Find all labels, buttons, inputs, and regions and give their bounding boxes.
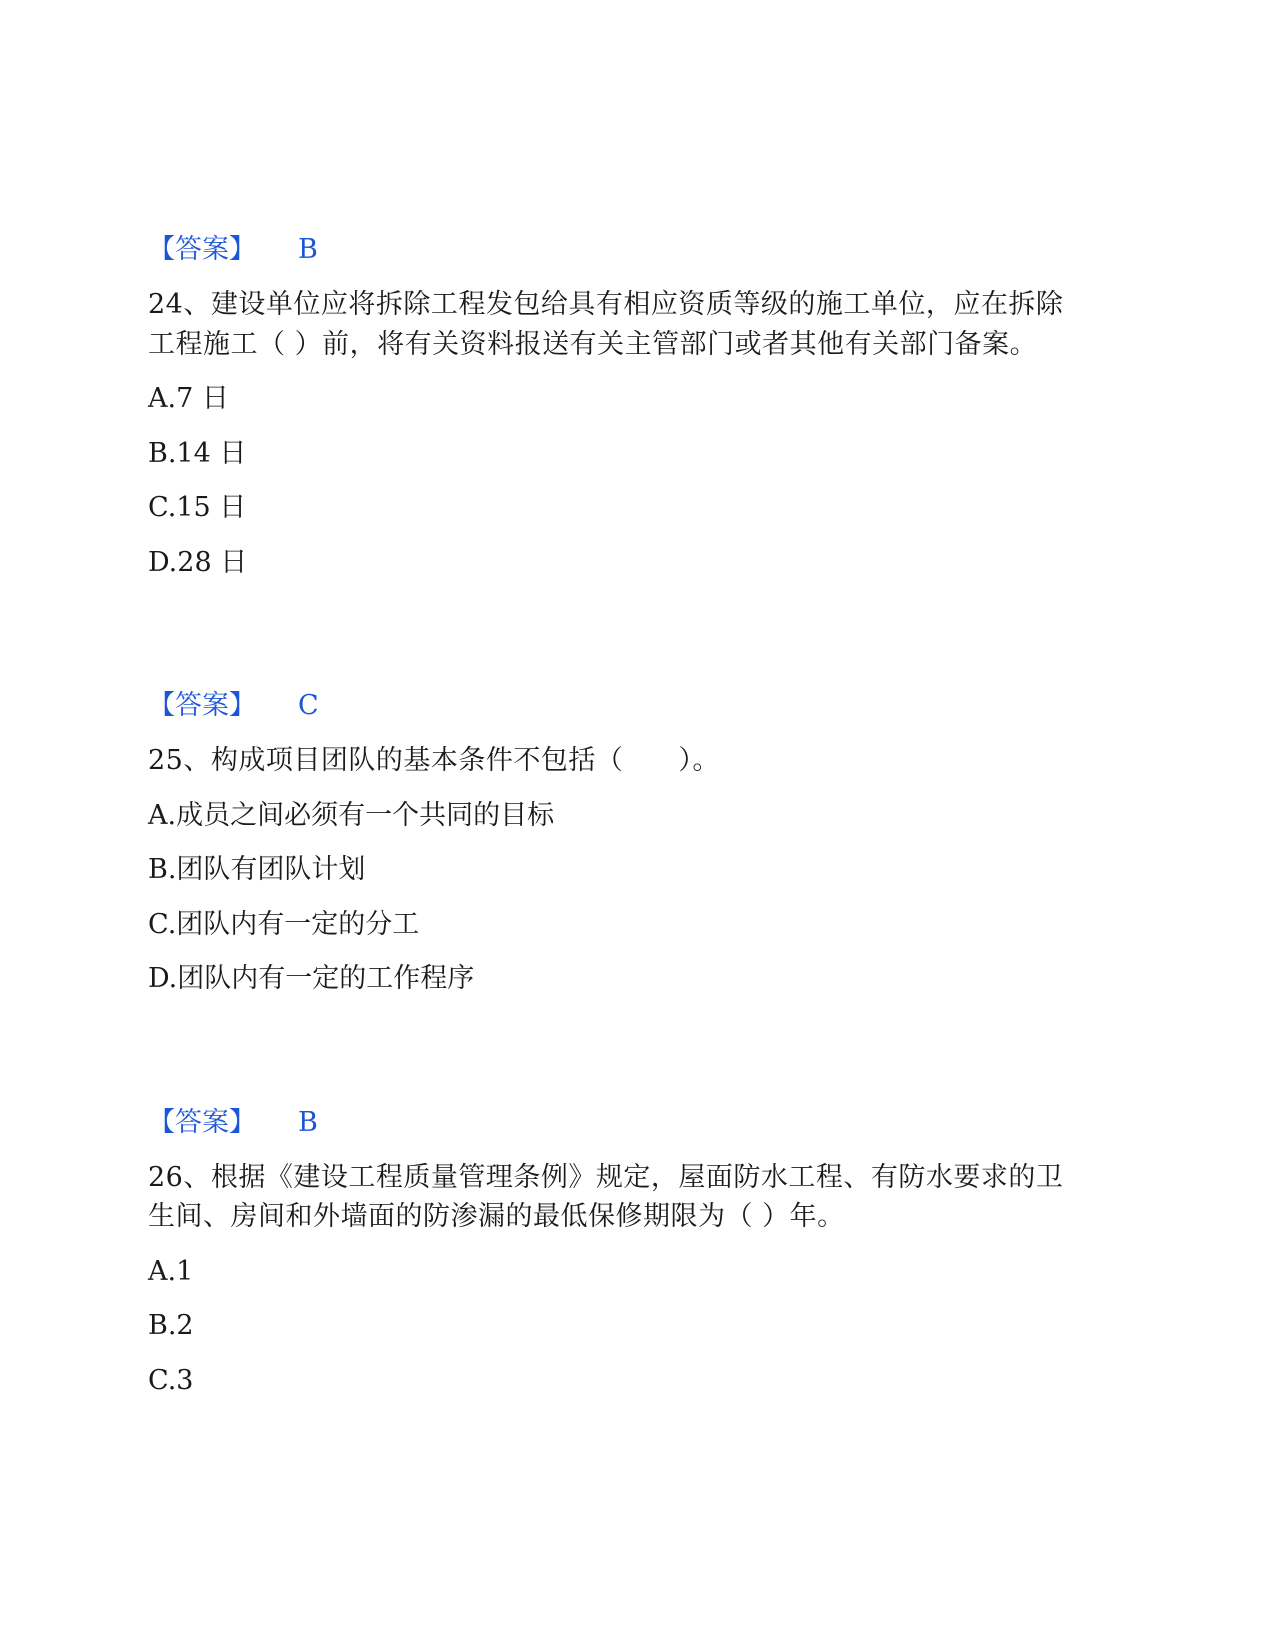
question-25-option-b: B.团队有团队计划 — [148, 854, 366, 885]
question-26-option-c: C.3 — [148, 1365, 194, 1396]
answer-row — [148, 1106, 318, 1140]
answer-value: B — [298, 1107, 318, 1138]
question-26-option-b: B.2 — [148, 1310, 194, 1341]
question-24-option-b: B.14 日 — [148, 438, 247, 469]
question-26-option-a: A.1 — [148, 1256, 194, 1287]
answer-value: C — [298, 690, 319, 721]
question-24-line-1: 24、建设单位应将拆除工程发包给具有相应资质等级的施工单位，应在拆除 — [148, 289, 1064, 320]
answer-value: B — [298, 234, 318, 265]
question-25-option-d: D.团队内有一定的工作程序 — [148, 963, 475, 994]
answer-label: 【答案】 — [148, 690, 256, 721]
question-25-option-a: A.成员之间必须有一个共同的目标 — [148, 800, 555, 831]
question-26-line-2: 生间、房间和外墙面的防渗漏的最低保修期限为（ ）年。 — [148, 1201, 845, 1232]
question-24-option-d: D.28 日 — [148, 547, 248, 578]
question-25-line-1: 25、构成项目团队的基本条件不包括（ ）。 — [148, 745, 720, 776]
answer-label: 【答案】 — [148, 234, 256, 265]
question-24-option-a: A.7 日 — [148, 383, 229, 414]
answer-row — [148, 689, 319, 723]
question-24-option-c: C.15 日 — [148, 492, 247, 523]
answer-label: 【答案】 — [148, 1107, 256, 1138]
question-25-option-c: C.团队内有一定的分工 — [148, 909, 420, 940]
answer-row — [148, 233, 318, 267]
question-24-line-2: 工程施工（ ）前，将有关资料报送有关主管部门或者其他有关部门备案。 — [148, 329, 1038, 360]
question-26-line-1: 26、根据《建设工程质量管理条例》规定，屋面防水工程、有防水要求的卫 — [148, 1162, 1064, 1193]
